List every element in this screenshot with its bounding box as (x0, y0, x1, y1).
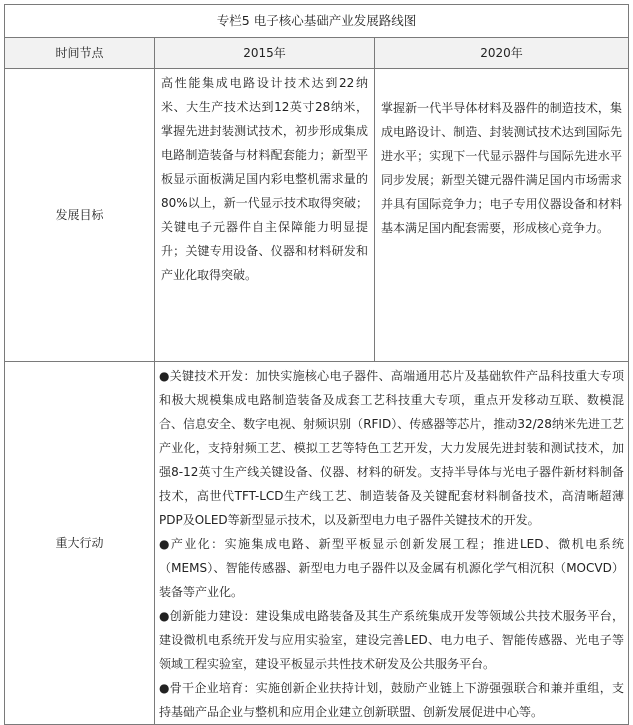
roadmap-table-container (4, 4, 628, 725)
action-item-industrialization: ●产业化：实施集成电路、新型平板显示创新发展工程；推进LED、微机电系统（MEMS）、智能传感器、新型电力电子器件以及金属有机源化学气相沉积（MOCVD）装备等产业化。 (159, 537, 624, 599)
goal-2020-text: 掌握新一代半导体材料及器件的制造技术，集成电路设计、制造、封装测试技术达到国际先进水平；实现下一代显示器件与国际先进水平同步发展；新型关键元器件满足国内市场需求并具有国际竞争力；电子专用仪器设备和材料基本满足国内配套需要，形成核心竞争力。 (375, 69, 629, 362)
header-2020: 2020年 (375, 38, 629, 69)
goal-2015-text: 高性能集成电路设计技术达到22纳米、大生产技术达到12英寸28纳米，掌握先进封装测试技术，初步形成集成电路制造装备与材料配套能力；新型平板显示面板满足国内彩电整机需求量的80%以上，新一代显示技术取得突破；关键电子元器件自主保障能力明显提升；关键专用设备、仪器和材料研发和产业化取得突破。 (155, 69, 375, 362)
goal-row-label: 发展目标 (5, 69, 155, 362)
action-content (155, 362, 629, 725)
table-title: 专栏5 电子核心基础产业发展路线图 (5, 5, 629, 38)
action-item-innovation-capacity: ●创新能力建设：建设集成电路装备及其生产系统集成开发等领域公共技术服务平台，建设微机电系统开发与应用实验室，建设完善LED、电力电子、智能传感器、光电子等领域工程实验室，建设平板显示共性技术研发及公共服务平台。 (159, 609, 624, 671)
action-row (5, 362, 629, 725)
action-item-key-tech: ●关键技术开发：加快实施核心电子器件、高端通用芯片及基础软件产品科技重大专项和极大规模集成电路制造装备及成套工艺科技重大专项，重点开发移动互联、数模混合、信息安全、数字电视、射频识别（RFID）、传感器等芯片，推动32/28纳米先进工艺产业化，支持射频工艺、模拟工艺等特色工艺开发，大力发展先进封装和测试技术，加强8-12英寸生产线关键设备、仪器、材料的研发。支持半导体与光电子器件新材料制备技术，高世代TFT-LCD生产线工艺、制造装备及关键配套材料制备技术，高清晰超薄PDP及OLED等新型显示技术，以及新型电力电子器件关键技术的开发。 (159, 369, 624, 527)
action-row-label: 重大行动 (5, 362, 155, 725)
roadmap-table (4, 4, 629, 725)
header-2015: 2015年 (155, 38, 375, 69)
title-row (5, 5, 629, 38)
header-time-node: 时间节点 (5, 38, 155, 69)
action-item-backbone-enterprise: ●骨干企业培育：实施创新企业扶持计划，鼓励产业链上下游强强联合和兼并重组，支持基础产品企业与整机和应用企业建立创新联盟、创新发展促进中心等。 (159, 681, 624, 719)
goal-row (5, 69, 629, 362)
header-row (5, 38, 629, 69)
